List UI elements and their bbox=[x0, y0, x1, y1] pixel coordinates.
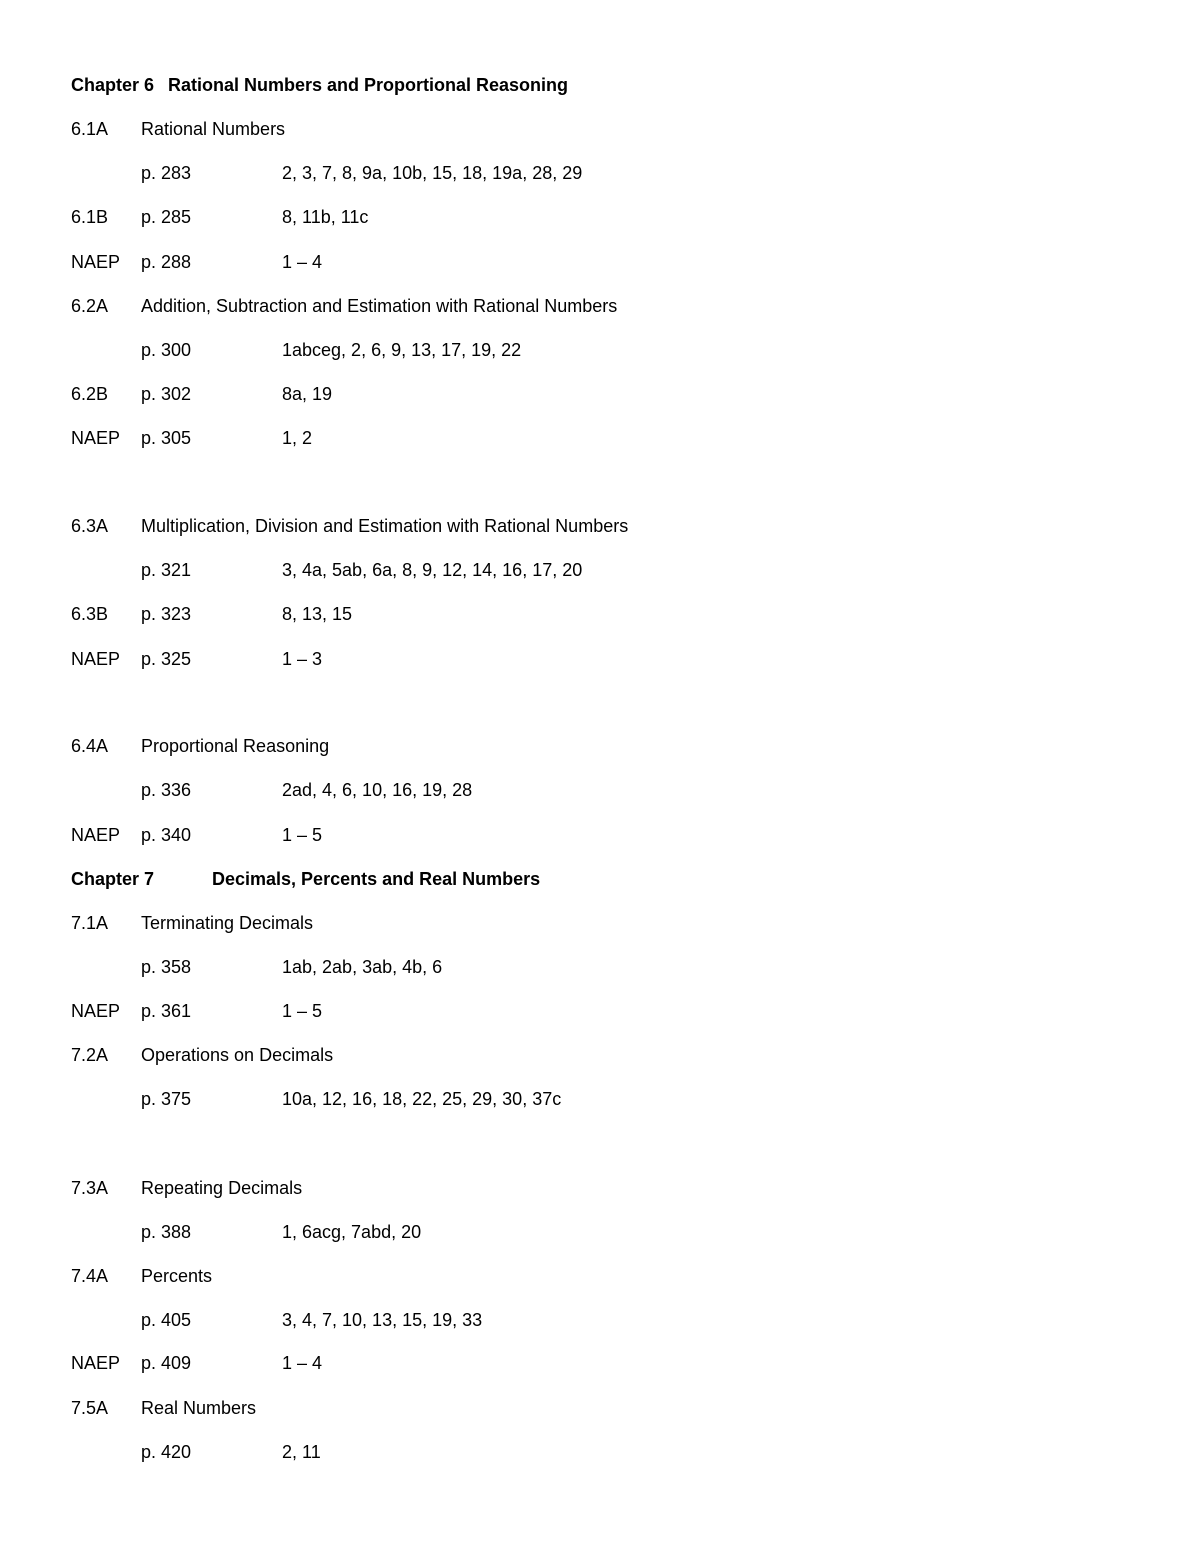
page-ref: p. 358 bbox=[141, 957, 192, 977]
section-title: Repeating Decimals bbox=[141, 1178, 303, 1198]
section-code: 7.5A bbox=[71, 1398, 109, 1418]
problem-list: 3, 4, 7, 10, 13, 15, 19, 33 bbox=[282, 1310, 483, 1330]
section-code: NAEP bbox=[71, 649, 121, 669]
section-title: Addition, Subtraction and Estimation with Rational Numbers bbox=[141, 296, 618, 316]
problem-list: 1 – 5 bbox=[282, 1001, 323, 1021]
page-ref: p. 336 bbox=[141, 780, 192, 800]
problem-list: 1, 2 bbox=[282, 428, 313, 448]
section-title: Operations on Decimals bbox=[141, 1045, 334, 1065]
page-ref: p. 323 bbox=[141, 604, 192, 624]
problem-list: 1, 6acg, 7abd, 20 bbox=[282, 1222, 422, 1242]
section-code: 6.2A bbox=[71, 296, 109, 316]
problem-list: 8a, 19 bbox=[282, 384, 333, 404]
section-title: Multiplication, Division and Estimation with Rational Numbers bbox=[141, 516, 629, 536]
problem-list: 2, 11 bbox=[282, 1442, 321, 1462]
problem-list: 1ab, 2ab, 3ab, 4b, 6 bbox=[282, 957, 443, 977]
page-ref: p. 405 bbox=[141, 1310, 192, 1330]
section-title: Proportional Reasoning bbox=[141, 736, 330, 756]
section-code: 6.3A bbox=[71, 516, 109, 536]
section-title: Rational Numbers bbox=[141, 119, 286, 139]
problem-list: 1 – 4 bbox=[282, 252, 323, 272]
problem-list: 10a, 12, 16, 18, 22, 25, 29, 30, 37c bbox=[282, 1089, 562, 1109]
problem-list: 2ad, 4, 6, 10, 16, 19, 28 bbox=[282, 780, 473, 800]
problem-list: 1 – 3 bbox=[282, 649, 323, 669]
chapter-title: Rational Numbers and Proportional Reasoning bbox=[168, 75, 569, 95]
page-ref: p. 288 bbox=[141, 252, 192, 272]
problem-list: 1 – 5 bbox=[282, 825, 323, 845]
section-title: Percents bbox=[141, 1266, 213, 1286]
problem-list: 8, 13, 15 bbox=[282, 604, 353, 624]
page-ref: p. 375 bbox=[141, 1089, 192, 1109]
problem-list: 2, 3, 7, 8, 9a, 10b, 15, 18, 19a, 28, 29 bbox=[282, 163, 583, 183]
page-ref: p. 305 bbox=[141, 428, 192, 448]
page-ref: p. 409 bbox=[141, 1353, 192, 1373]
section-code: NAEP bbox=[71, 252, 121, 272]
problem-list: 3, 4a, 5ab, 6a, 8, 9, 12, 14, 16, 17, 20 bbox=[282, 560, 583, 580]
chapter-label: Chapter 6 bbox=[71, 75, 155, 95]
page-ref: p. 361 bbox=[141, 1001, 192, 1021]
page-ref: p. 388 bbox=[141, 1222, 192, 1242]
section-code: 6.3B bbox=[71, 604, 109, 624]
section-code: 7.1A bbox=[71, 913, 109, 933]
section-code: 6.1B bbox=[71, 207, 109, 227]
section-code: NAEP bbox=[71, 1353, 121, 1373]
page-ref: p. 283 bbox=[141, 163, 192, 183]
page-ref: p. 420 bbox=[141, 1442, 192, 1462]
section-code: NAEP bbox=[71, 825, 121, 845]
section-code: 7.2A bbox=[71, 1045, 109, 1065]
chapter-label: Chapter 7 bbox=[71, 869, 155, 889]
section-title: Terminating Decimals bbox=[141, 913, 314, 933]
problem-list: 1 – 4 bbox=[282, 1353, 323, 1373]
page-ref: p. 300 bbox=[141, 340, 192, 360]
problem-list: 1abceg, 2, 6, 9, 13, 17, 19, 22 bbox=[282, 340, 522, 360]
section-code: NAEP bbox=[71, 428, 121, 448]
chapter-title: Decimals, Percents and Real Numbers bbox=[212, 869, 541, 889]
section-code: 6.4A bbox=[71, 736, 109, 756]
page-ref: p. 321 bbox=[141, 560, 192, 580]
problem-list: 8, 11b, 11c bbox=[282, 207, 369, 227]
section-title: Real Numbers bbox=[141, 1398, 257, 1418]
section-code: 7.3A bbox=[71, 1178, 109, 1198]
page-ref: p. 302 bbox=[141, 384, 192, 404]
page-ref: p. 325 bbox=[141, 649, 192, 669]
section-code: 6.2B bbox=[71, 384, 109, 404]
section-code: 6.1A bbox=[71, 119, 109, 139]
section-code: NAEP bbox=[71, 1001, 121, 1021]
page-ref: p. 285 bbox=[141, 207, 192, 227]
page-ref: p. 340 bbox=[141, 825, 192, 845]
section-code: 7.4A bbox=[71, 1266, 109, 1286]
